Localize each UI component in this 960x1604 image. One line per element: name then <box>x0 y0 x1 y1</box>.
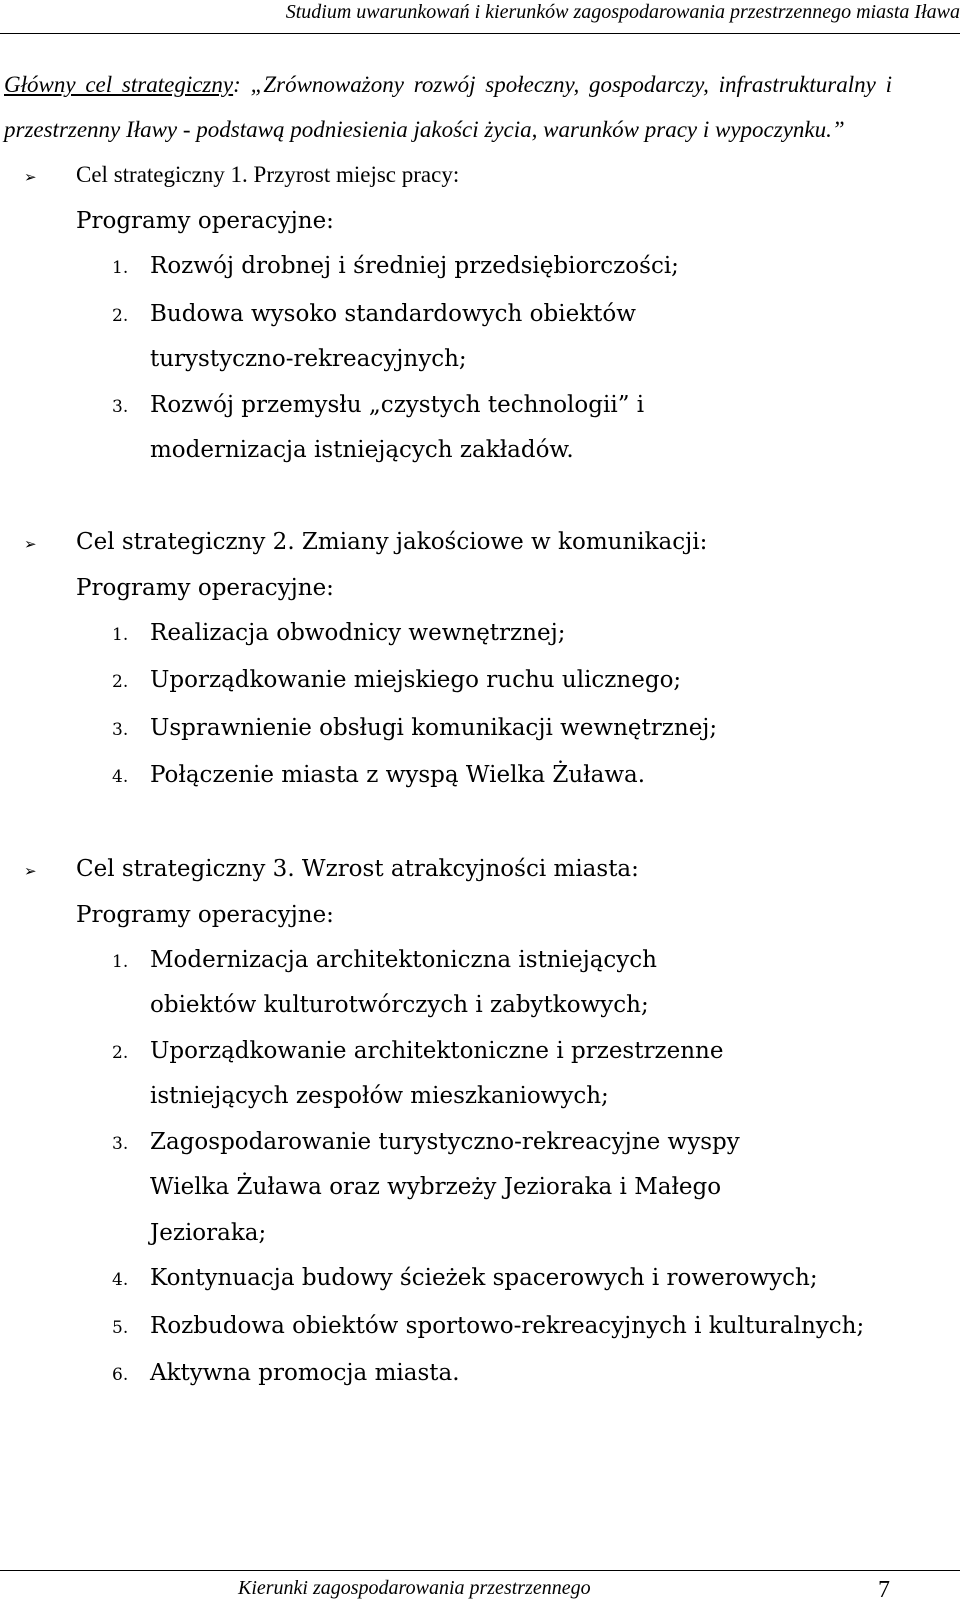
list-item <box>4 1256 892 1304</box>
item-number: 6. <box>112 1365 129 1385</box>
arrow-bullet-icon: ➢ <box>24 168 37 186</box>
item-number: 1. <box>112 624 129 645</box>
item-number: 1. <box>112 258 129 278</box>
item-text: Zagospodarowanie turystyczno-rekreacyjne wyspy Wielka Żuława oraz wybrzeży Jezioraka i Małego Jezioraka; <box>150 1128 740 1246</box>
main-goal-paragraph <box>4 62 892 152</box>
programs-list <box>4 244 892 474</box>
list-item <box>4 1029 892 1120</box>
strategic-goal-3 <box>4 846 892 1399</box>
item-text: Uporządkowanie architektoniczne i przestrzenne istniejących zespołów mieszkaniowych; <box>150 1037 724 1109</box>
list-item <box>4 383 892 474</box>
programs-label: Programy operacyjne: <box>76 208 334 234</box>
goal-heading <box>4 519 892 565</box>
page-header <box>0 0 960 34</box>
main-goal-label: Główny cel strategiczny <box>4 72 234 97</box>
list-item <box>4 753 892 801</box>
programs-label: Programy operacyjne: <box>76 901 334 928</box>
item-number: 5. <box>112 1317 129 1338</box>
programs-list <box>4 938 892 1399</box>
item-number: 1. <box>112 951 129 972</box>
list-item <box>4 1120 892 1257</box>
strategic-goal-1 <box>4 152 892 474</box>
item-text: Usprawnienie obsługi komunikacji wewnętrznej; <box>150 714 718 741</box>
header-rule <box>0 33 960 34</box>
item-text: Budowa wysoko standardowych obiektów turystyczno-rekreacyjnych; <box>150 300 636 372</box>
item-number: 2. <box>112 305 129 326</box>
footer-title: Kierunki zagospodarowania przestrzennego <box>238 1577 591 1599</box>
item-number: 2. <box>112 672 129 692</box>
page-footer <box>0 1575 960 1603</box>
footer-rule <box>0 1570 960 1571</box>
programs-label: Programy operacyjne: <box>76 574 334 601</box>
item-text: Rozwój przemysłu „czystych technologii” i modernizacja istniejących zakładów. <box>150 391 645 463</box>
arrow-bullet-icon: ➢ <box>24 861 37 880</box>
goal-title: Cel strategiczny 2. Zmiany jakościowe w komunikacji: <box>76 528 708 555</box>
main-goal-text: „Zrównoważony rozwój społeczny, gospodarczy, infrastrukturalny i przestrzenny Iławy - podstawą podniesienia jakości życia, warunków pracy i wypoczynku.” <box>4 72 893 142</box>
item-number: 3. <box>112 396 129 417</box>
item-number: 4. <box>112 1270 129 1290</box>
item-text: Realizacja obwodnicy wewnętrznej; <box>150 619 566 646</box>
item-text: Aktywna promocja miasta. <box>150 1360 460 1386</box>
item-number: 4. <box>112 767 129 787</box>
item-text: Uporządkowanie miejskiego ruchu ulicznego; <box>150 667 682 693</box>
item-text: Rozbudowa obiektów sportowo-rekreacyjnych i kulturalnych; <box>150 1312 865 1339</box>
list-item <box>4 1351 892 1399</box>
goal-title: Cel strategiczny 3. Wzrost atrakcyjności miasta: <box>76 855 639 882</box>
list-item <box>4 611 892 659</box>
arrow-bullet-icon: ➢ <box>24 534 37 553</box>
item-number: 3. <box>112 719 129 740</box>
page-number: 7 <box>878 1577 890 1603</box>
item-text: Połączenie miasta z wyspą Wielka Żuława. <box>150 762 646 788</box>
item-number: 3. <box>112 1133 129 1154</box>
item-text: Rozwój drobnej i średniej przedsiębiorczości; <box>150 253 679 279</box>
list-item <box>4 938 892 1029</box>
item-number: 2. <box>112 1042 129 1063</box>
strategic-goal-2 <box>4 519 892 801</box>
list-item <box>4 244 892 292</box>
item-text: Kontynuacja budowy ścieżek spacerowych i rowerowych; <box>150 1265 818 1291</box>
list-item <box>4 706 892 754</box>
list-item <box>4 292 892 383</box>
goal-title: Cel strategiczny 1. Przyrost miejsc pracy: <box>76 162 460 187</box>
spacer <box>4 474 892 519</box>
main-goal-colon: : <box>233 72 241 97</box>
goal-heading <box>4 152 892 198</box>
list-item <box>4 1304 892 1352</box>
document-body <box>4 62 892 1399</box>
header-title: Studium uwarunkowań i kierunków zagospodarowania przestrzennego miasta Iława <box>285 1 960 23</box>
list-item <box>4 658 892 706</box>
programs-list <box>4 611 892 801</box>
goal-heading <box>4 846 892 892</box>
spacer <box>4 801 892 846</box>
item-text: Modernizacja architektoniczna istniejących obiektów kulturotwórczych i zabytkowych; <box>150 946 657 1018</box>
